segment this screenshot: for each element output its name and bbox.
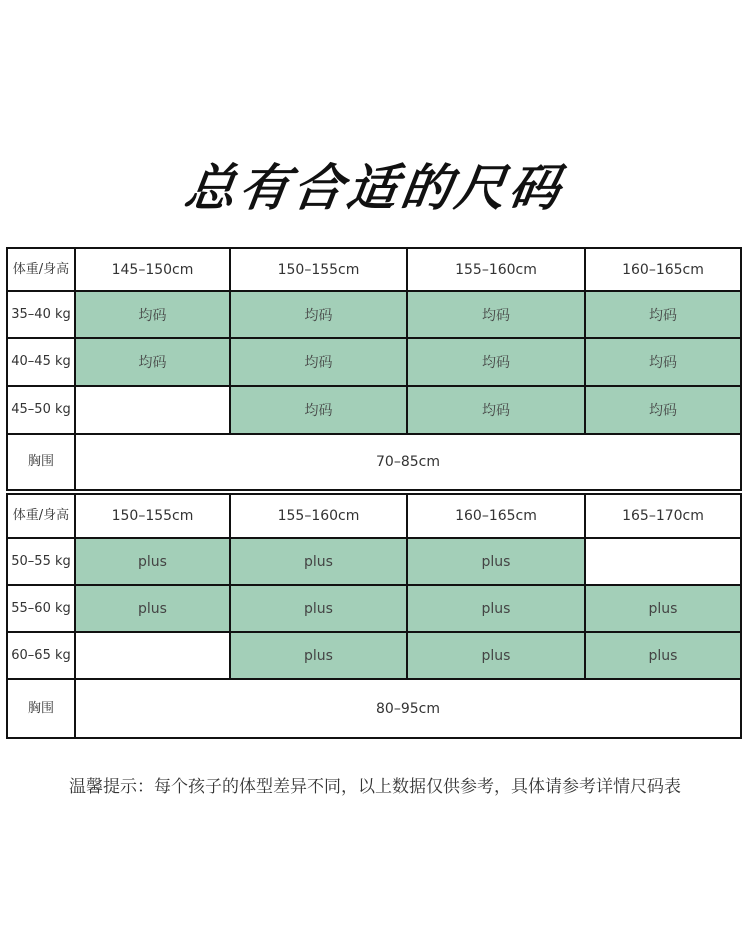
chest-value: 80–95cm: [75, 679, 741, 738]
page-title: 总有合适的尺码: [181, 158, 568, 217]
height-header: 165–170cm: [585, 494, 741, 538]
chest-value: 70–85cm: [75, 434, 741, 490]
size-cell: plus: [75, 538, 230, 585]
size-cell: plus: [230, 538, 407, 585]
tip-note: 温馨提示：每个孩子的体型差异不同，以上数据仅供参考，具体请参考详情尺码表: [69, 777, 681, 797]
weight-label: 35–40 kg: [7, 291, 75, 338]
size-cell: 均码: [407, 386, 585, 434]
weight-label: 45–50 kg: [7, 386, 75, 434]
corner-header: 体重/身高: [7, 494, 75, 538]
size-cell: 均码: [230, 291, 407, 338]
size-cell: plus: [585, 585, 741, 632]
size-cell: plus: [230, 632, 407, 679]
size-cell: plus: [75, 585, 230, 632]
weight-label: 60–65 kg: [7, 632, 75, 679]
size-cell: plus: [585, 632, 741, 679]
height-header: 160–165cm: [585, 248, 741, 291]
size-cell: 均码: [585, 291, 741, 338]
height-header: 150–155cm: [75, 494, 230, 538]
size-cell: 均码: [407, 338, 585, 386]
weight-label: 50–55 kg: [7, 538, 75, 585]
size-cell: plus: [407, 585, 585, 632]
size-cell: 均码: [75, 291, 230, 338]
size-cell: 均码: [230, 338, 407, 386]
size-cell: 均码: [75, 338, 230, 386]
chest-label: 胸围: [7, 434, 75, 490]
size-cell: 均码: [230, 386, 407, 434]
height-header: 155–160cm: [407, 248, 585, 291]
size-cell: plus: [230, 585, 407, 632]
weight-label: 40–45 kg: [7, 338, 75, 386]
size-table-plus: [6, 493, 742, 739]
height-header: 145–150cm: [75, 248, 230, 291]
size-cell-empty: [585, 538, 741, 585]
height-header: 155–160cm: [230, 494, 407, 538]
weight-label: 55–60 kg: [7, 585, 75, 632]
size-table-standard: [6, 247, 742, 491]
size-cell: plus: [407, 538, 585, 585]
size-cell: 均码: [585, 338, 741, 386]
size-cell: 均码: [585, 386, 741, 434]
size-cell-empty: [75, 386, 230, 434]
height-header: 160–165cm: [407, 494, 585, 538]
corner-header: 体重/身高: [7, 248, 75, 291]
size-cell: 均码: [407, 291, 585, 338]
height-header: 150–155cm: [230, 248, 407, 291]
size-cell: plus: [407, 632, 585, 679]
size-cell-empty: [75, 632, 230, 679]
chest-label: 胸围: [7, 679, 75, 738]
